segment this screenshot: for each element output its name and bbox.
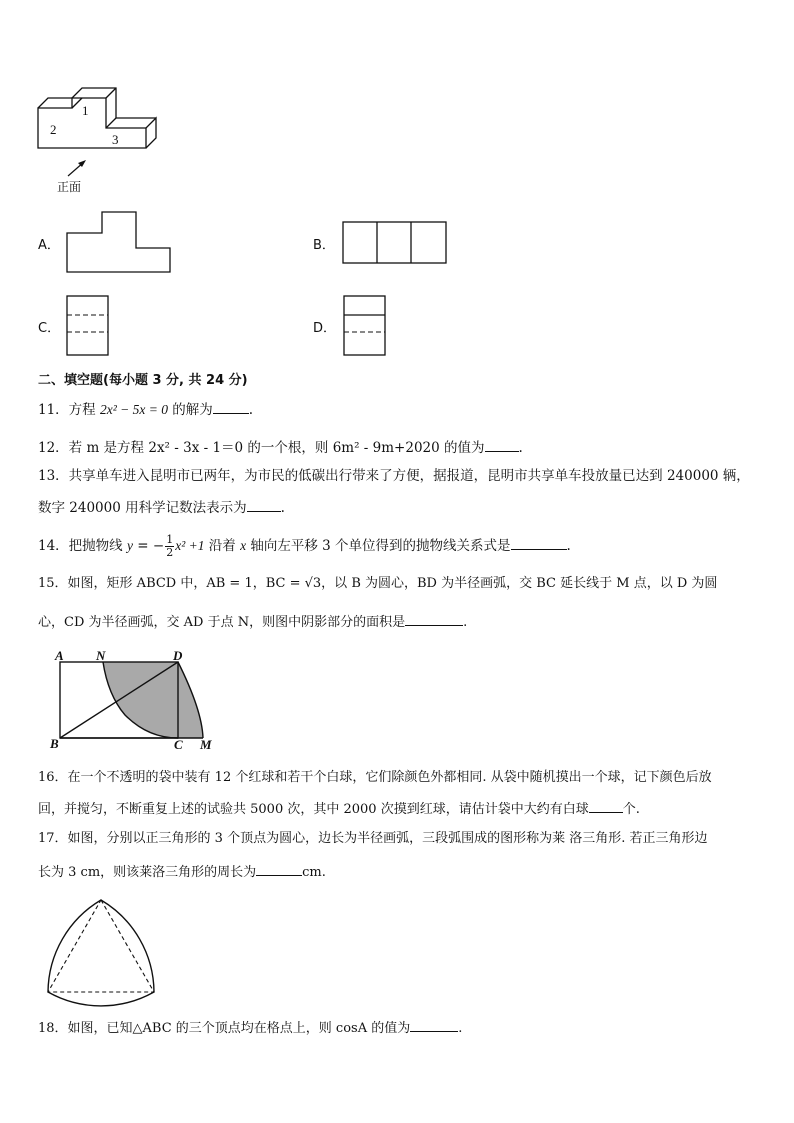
q13-line2-text: 数字 240000 用科学记数法表示为	[38, 500, 247, 516]
question-13-line2	[38, 497, 285, 518]
question-13-line1: 13．共享单车进入昆明市已两年，为市民的低碳出行带来了方便，据报道，昆明市共享单车投放量已达到 240000 辆，	[38, 468, 750, 484]
fig15-label-N: N	[96, 648, 106, 663]
q11-post: 的解为	[168, 402, 213, 418]
question-15-line1: 15．如图，矩形 ABCD 中，AB = 1，BC = √3，以 B 为圆心，BD 为半径画弧，交 BC 延长线于 M 点，以 D 为圆	[38, 576, 718, 591]
reuleaux-triangle-figure	[44, 896, 164, 1004]
q13-answer-blank[interactable]	[247, 497, 281, 512]
fig15-label-B: B	[50, 736, 59, 751]
q11-answer-blank[interactable]	[213, 399, 249, 414]
option-a-label: A．	[38, 238, 60, 253]
stepped-block-figure	[36, 80, 166, 200]
front-view-label: 正面	[57, 180, 82, 194]
q17-answer-blank[interactable]	[256, 861, 302, 876]
q12-end: .	[518, 440, 523, 456]
q14-eq-mid: = −	[132, 538, 165, 554]
fig15-label-D: D	[173, 648, 183, 663]
option-c-figure	[66, 295, 110, 357]
question-16-line2	[38, 798, 640, 820]
question-16-line1: 16．在一个不透明的袋中装有 12 个红球和若干个白球，它们除颜色外都相同. 从袋中随机摸出一个球，记下颜色后放	[38, 770, 712, 785]
q16-line2-text: 回，并搅匀，不断重复上述的试验共 5000 次，其中 2000 次摸到红球，请估计袋中大约有白球	[38, 802, 589, 817]
q14-answer-blank[interactable]	[511, 535, 567, 550]
question-17-line2	[38, 861, 326, 883]
q14-numerator: 1	[166, 533, 174, 546]
figure-label-1: 1	[82, 103, 89, 118]
q15-end: .	[463, 615, 468, 630]
q14-post2: 轴向左平移 3 个单位得到的抛物线关系式是	[246, 538, 511, 554]
q14-x: x	[240, 538, 247, 553]
q14-post: 沿着	[204, 538, 241, 554]
q12-text: 12．若 m 是方程 2x² - 3x - 1＝0 的一个根，则 6m² - 9m+2020 的值为	[38, 440, 485, 456]
q11-pre: 11．方程	[38, 402, 100, 418]
figure-label-2: 2	[50, 122, 57, 137]
option-b-figure	[342, 221, 448, 265]
q14-y: y	[126, 538, 133, 553]
q14-end: .	[566, 538, 571, 554]
question-15-line2	[38, 611, 467, 633]
q13-end: .	[280, 500, 285, 516]
option-b-label: B．	[313, 238, 335, 253]
fig15-label-M: M	[200, 737, 212, 752]
q17-line2-text: 长为 3 cm，则该莱洛三角形的周长为	[38, 865, 257, 880]
q16-end: 个.	[622, 802, 640, 817]
q15-answer-blank[interactable]	[405, 611, 463, 626]
q17-end: cm.	[302, 865, 326, 880]
section-heading: 二、填空题(每小题 3 分, 共 24 分)	[38, 373, 248, 388]
q14-denominator: 2	[166, 546, 174, 559]
fig15-label-A: A	[55, 648, 64, 663]
q16-answer-blank[interactable]	[589, 798, 623, 813]
q18-text: 18．如图，已知△ABC 的三个顶点均在格点上，则 cosA 的值为	[38, 1021, 411, 1036]
question-12	[38, 437, 523, 458]
q11-end: .	[248, 402, 254, 418]
question-11	[38, 399, 253, 420]
q14-pre: 14．把抛物线	[38, 538, 127, 554]
q18-answer-blank[interactable]	[410, 1017, 458, 1032]
fig15-label-C: C	[174, 737, 183, 752]
q14-eq-rest: x² +1	[175, 538, 205, 553]
option-a-figure	[66, 211, 172, 273]
q18-end: .	[458, 1021, 463, 1036]
rectangle-arc-figure	[50, 650, 220, 755]
option-d-figure	[343, 295, 387, 357]
q15-line2-text: 心，CD 为半径画弧，交 AD 于点 N，则图中阴影部分的面积是	[38, 615, 406, 630]
option-d-label: D．	[313, 321, 337, 336]
q11-equation: 2x² − 5x = 0	[99, 402, 168, 417]
question-17-line1: 17．如图，分别以正三角形的 3 个顶点为圆心，边长为半径画弧，三段弧围成的图形称为莱 洛三角形. 若正三角形边	[38, 831, 708, 846]
option-c-label: C．	[38, 321, 61, 336]
question-18	[38, 1017, 462, 1039]
q12-answer-blank[interactable]	[485, 437, 519, 452]
question-14	[38, 534, 571, 559]
figure-label-3: 3	[112, 132, 119, 147]
